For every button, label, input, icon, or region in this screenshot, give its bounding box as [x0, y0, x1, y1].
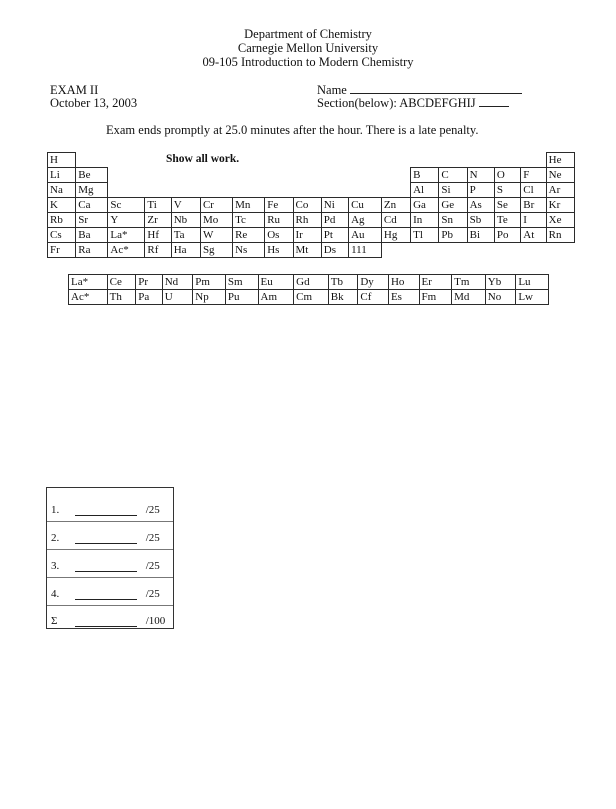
- element-cell: P: [467, 183, 494, 198]
- table-row: [48, 213, 575, 228]
- element-cell: Rf: [145, 243, 171, 258]
- element-cell: Yb: [485, 275, 516, 290]
- element-cell: Ac*: [69, 290, 108, 305]
- periodic-table: [47, 152, 575, 258]
- empty-cell: [381, 243, 410, 258]
- element-cell: Cu: [349, 198, 382, 213]
- element-cell: Pb: [439, 228, 467, 243]
- element-cell: Ac*: [108, 243, 145, 258]
- score-total: /25: [145, 504, 160, 516]
- element-cell: Po: [494, 228, 520, 243]
- empty-cell: [381, 153, 410, 168]
- score-row: [51, 504, 160, 516]
- score-label: 2.: [51, 532, 60, 544]
- element-cell: Sc: [108, 198, 145, 213]
- table-row: [48, 198, 575, 213]
- name-label: Name: [317, 83, 347, 97]
- section-field[interactable]: [317, 96, 509, 111]
- element-cell: F: [521, 168, 546, 183]
- score-label: Σ: [51, 615, 58, 627]
- element-cell: As: [467, 198, 494, 213]
- score-box: [46, 487, 174, 629]
- element-cell: In: [411, 213, 439, 228]
- score-total: /25: [145, 560, 160, 572]
- element-cell: Kr: [546, 198, 574, 213]
- empty-cell: [439, 153, 467, 168]
- element-cell: Ds: [321, 243, 348, 258]
- element-cell: Bi: [467, 228, 494, 243]
- element-cell: Br: [521, 198, 546, 213]
- score-row-total: [51, 615, 165, 627]
- element-cell: Ru: [265, 213, 293, 228]
- element-cell: Mo: [200, 213, 232, 228]
- empty-cell: [171, 153, 200, 168]
- element-cell: Re: [233, 228, 265, 243]
- element-cell: Cf: [358, 290, 389, 305]
- element-cell: Ce: [107, 275, 136, 290]
- element-cell: La*: [108, 228, 145, 243]
- section-line: [479, 96, 509, 107]
- element-cell: B: [411, 168, 439, 183]
- empty-cell: [200, 168, 232, 183]
- element-cell: Pr: [136, 275, 163, 290]
- element-cell: Mg: [76, 183, 108, 198]
- element-cell: W: [200, 228, 232, 243]
- element-cell: Fr: [48, 243, 76, 258]
- element-cell: Dy: [358, 275, 389, 290]
- element-cell: Y: [108, 213, 145, 228]
- element-cell: Eu: [258, 275, 294, 290]
- element-cell: Ge: [439, 198, 467, 213]
- empty-cell: [494, 153, 520, 168]
- empty-cell: [521, 243, 546, 258]
- table-row: [69, 290, 549, 305]
- element-cell: Ti: [145, 198, 171, 213]
- element-cell: Ni: [321, 198, 348, 213]
- empty-cell: [171, 168, 200, 183]
- element-cell: Li: [48, 168, 76, 183]
- empty-cell: [521, 153, 546, 168]
- element-cell: Bk: [328, 290, 358, 305]
- empty-cell: [265, 183, 293, 198]
- element-cell: Rn: [546, 228, 574, 243]
- exam-title: EXAM II: [50, 83, 99, 97]
- score-label: 1.: [51, 504, 60, 516]
- empty-cell: [265, 153, 293, 168]
- empty-cell: [349, 153, 382, 168]
- element-cell: Pd: [321, 213, 348, 228]
- empty-cell: [293, 183, 321, 198]
- table-row: [48, 183, 575, 198]
- element-cell: Th: [107, 290, 136, 305]
- element-cell: Mt: [293, 243, 321, 258]
- element-cell: Am: [258, 290, 294, 305]
- element-cell: Cm: [294, 290, 329, 305]
- department-heading: Department of Chemistry: [244, 27, 372, 41]
- table-row: [48, 153, 575, 168]
- element-cell: I: [521, 213, 546, 228]
- score-label: 4.: [51, 588, 60, 600]
- element-cell: Pm: [193, 275, 226, 290]
- section-label: Section(below): ABCDEFGHIJ: [317, 96, 476, 110]
- element-cell: Te: [494, 213, 520, 228]
- element-cell: Tm: [452, 275, 486, 290]
- element-cell: H: [48, 153, 76, 168]
- empty-cell: [200, 183, 232, 198]
- empty-cell: [76, 153, 108, 168]
- empty-cell: [321, 168, 348, 183]
- element-cell: Ta: [171, 228, 200, 243]
- score-total: /25: [145, 588, 160, 600]
- empty-cell: [293, 168, 321, 183]
- element-cell: Co: [293, 198, 321, 213]
- element-cell: Ga: [411, 198, 439, 213]
- empty-cell: [293, 153, 321, 168]
- table-row: [48, 228, 575, 243]
- element-cell: At: [521, 228, 546, 243]
- element-cell: Pu: [225, 290, 258, 305]
- score-total: /100: [145, 615, 166, 627]
- element-cell: Zr: [145, 213, 171, 228]
- score-blank: [75, 505, 137, 516]
- exam-notice: Exam ends promptly at 25.0 minutes after the hour. There is a late penalty.: [106, 123, 479, 137]
- element-cell: Be: [76, 168, 108, 183]
- empty-cell: [145, 153, 171, 168]
- element-cell: N: [467, 168, 494, 183]
- element-cell: Gd: [294, 275, 329, 290]
- empty-cell: [494, 243, 520, 258]
- element-cell: He: [546, 153, 574, 168]
- table-row: [48, 243, 575, 258]
- element-cell: Pt: [321, 228, 348, 243]
- element-cell: Tl: [411, 228, 439, 243]
- element-cell: V: [171, 198, 200, 213]
- element-cell: O: [494, 168, 520, 183]
- name-line: [350, 83, 522, 94]
- element-cell: Fe: [265, 198, 293, 213]
- element-cell: Xe: [546, 213, 574, 228]
- score-total: /25: [145, 532, 160, 544]
- score-row: [51, 588, 160, 600]
- empty-cell: [467, 153, 494, 168]
- empty-cell: [171, 183, 200, 198]
- element-cell: Nb: [171, 213, 200, 228]
- empty-cell: [321, 153, 348, 168]
- element-cell: No: [485, 290, 516, 305]
- exam-date: October 13, 2003: [50, 96, 138, 110]
- empty-cell: [200, 153, 232, 168]
- f-block-table: [68, 274, 549, 305]
- empty-cell: [233, 168, 265, 183]
- element-cell: Fm: [419, 290, 452, 305]
- empty-cell: [349, 183, 382, 198]
- score-blank: [75, 589, 137, 600]
- element-cell: U: [162, 290, 193, 305]
- empty-cell: [233, 183, 265, 198]
- empty-cell: [439, 243, 467, 258]
- element-cell: Cd: [381, 213, 410, 228]
- empty-cell: [467, 243, 494, 258]
- element-cell: S: [494, 183, 520, 198]
- empty-cell: [321, 183, 348, 198]
- element-cell: Ne: [546, 168, 574, 183]
- element-cell: Ra: [76, 243, 108, 258]
- empty-cell: [381, 168, 410, 183]
- empty-cell: [381, 183, 410, 198]
- element-cell: Tc: [233, 213, 265, 228]
- element-cell: Rh: [293, 213, 321, 228]
- element-cell: Hg: [381, 228, 410, 243]
- element-cell: Cr: [200, 198, 232, 213]
- element-cell: Ar: [546, 183, 574, 198]
- element-cell: Sr: [76, 213, 108, 228]
- empty-cell: [145, 183, 171, 198]
- score-blank: [75, 533, 137, 544]
- element-cell: C: [439, 168, 467, 183]
- show-work-instruction: Show all work.: [166, 153, 240, 165]
- element-cell: Hf: [145, 228, 171, 243]
- empty-cell: [411, 153, 439, 168]
- score-row: [51, 532, 160, 544]
- element-cell: Mn: [233, 198, 265, 213]
- element-cell: Lu: [516, 275, 549, 290]
- empty-cell: [108, 153, 145, 168]
- empty-cell: [265, 168, 293, 183]
- element-cell: Tb: [328, 275, 358, 290]
- element-cell: Na: [48, 183, 76, 198]
- element-cell: Ir: [293, 228, 321, 243]
- empty-cell: [108, 168, 145, 183]
- table-row: [69, 275, 549, 290]
- empty-cell: [411, 243, 439, 258]
- table-row: [48, 168, 575, 183]
- element-cell: Ho: [388, 275, 419, 290]
- empty-cell: [546, 243, 574, 258]
- score-row: [51, 560, 160, 572]
- element-cell: Au: [349, 228, 382, 243]
- empty-cell: [108, 183, 145, 198]
- element-cell: Es: [388, 290, 419, 305]
- empty-cell: [145, 168, 171, 183]
- element-cell: Lw: [516, 290, 549, 305]
- element-cell: Nd: [162, 275, 193, 290]
- element-cell: Ns: [233, 243, 265, 258]
- empty-cell: [349, 168, 382, 183]
- course-heading: 09-105 Introduction to Modern Chemistry: [202, 55, 414, 69]
- element-cell: Rb: [48, 213, 76, 228]
- university-heading: Carnegie Mellon University: [237, 41, 379, 55]
- element-cell: Si: [439, 183, 467, 198]
- element-cell: Ha: [171, 243, 200, 258]
- element-cell: K: [48, 198, 76, 213]
- element-cell: Cl: [521, 183, 546, 198]
- element-cell: Pa: [136, 290, 163, 305]
- element-cell: Er: [419, 275, 452, 290]
- element-cell: La*: [69, 275, 108, 290]
- score-blank: [75, 616, 137, 627]
- element-cell: Se: [494, 198, 520, 213]
- element-cell: Sm: [225, 275, 258, 290]
- element-cell: Sb: [467, 213, 494, 228]
- empty-cell: [233, 153, 265, 168]
- element-cell: Md: [452, 290, 486, 305]
- element-cell: Ca: [76, 198, 108, 213]
- score-label: 3.: [51, 560, 60, 572]
- element-cell: Ba: [76, 228, 108, 243]
- element-cell: Os: [265, 228, 293, 243]
- element-cell: Ag: [349, 213, 382, 228]
- element-cell: Al: [411, 183, 439, 198]
- element-cell: Sn: [439, 213, 467, 228]
- element-cell: Hs: [265, 243, 293, 258]
- element-cell: Sg: [200, 243, 232, 258]
- element-cell: Cs: [48, 228, 76, 243]
- element-cell: Zn: [381, 198, 410, 213]
- element-cell: Np: [193, 290, 226, 305]
- element-cell: 111: [349, 243, 382, 258]
- score-blank: [75, 561, 137, 572]
